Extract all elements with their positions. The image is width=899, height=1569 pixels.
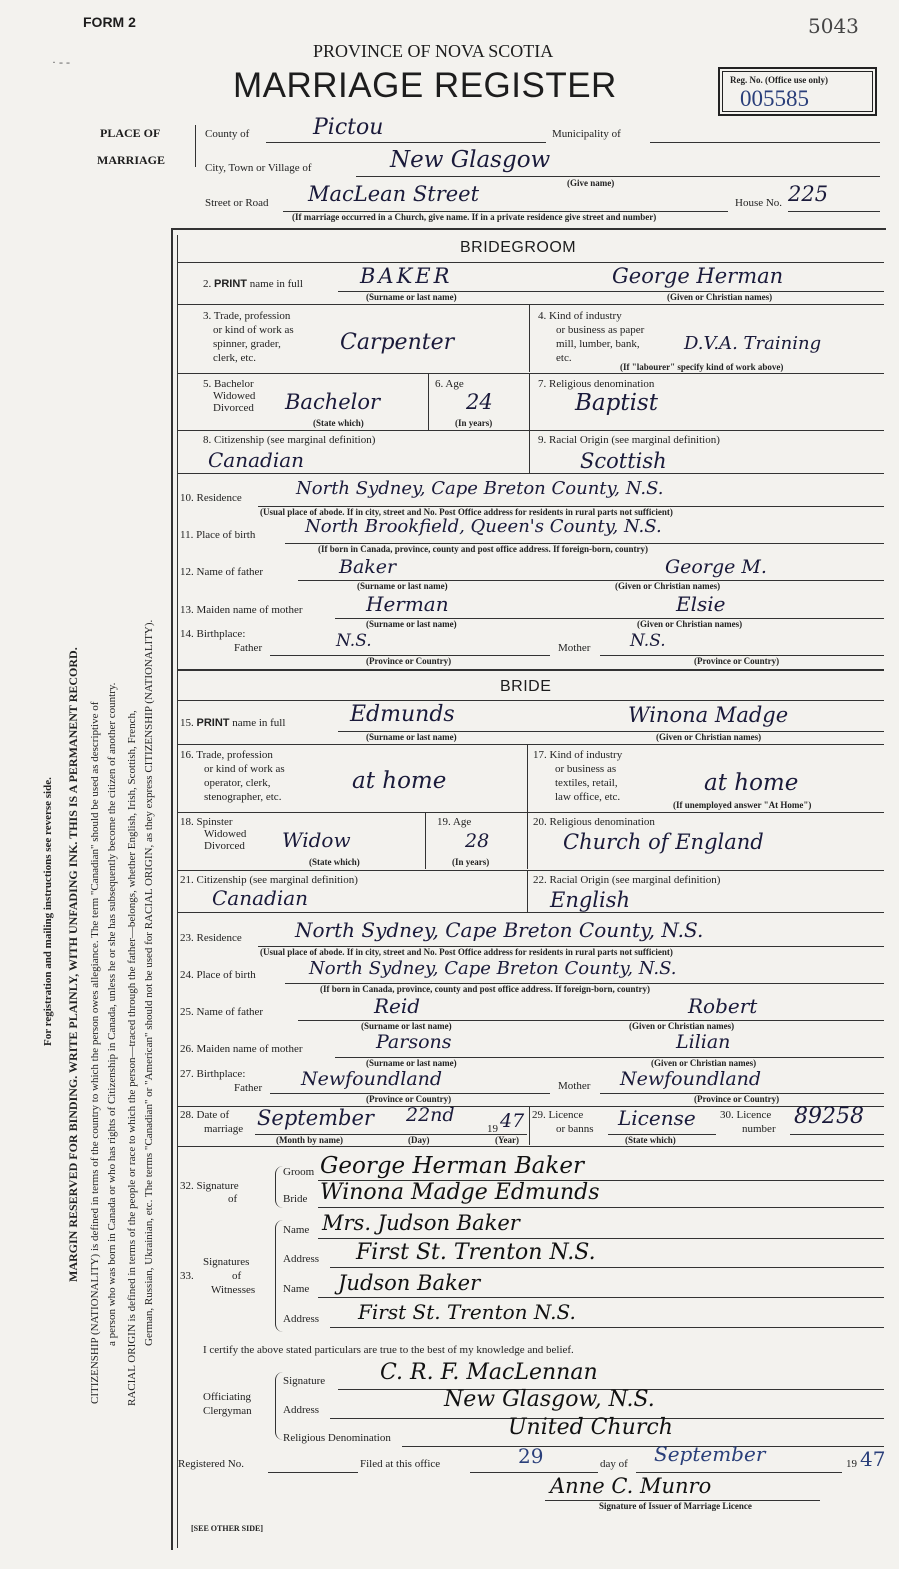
- give-name-hint: (Give name): [567, 178, 615, 188]
- bride-status: Widow: [282, 828, 351, 852]
- clergy-signature-label: Signature: [283, 1375, 326, 1387]
- filed-year: 47: [860, 1447, 886, 1471]
- groom-religion-label: 7. Religious denomination: [538, 378, 655, 390]
- witness1-name-line: [318, 1238, 884, 1239]
- bride-name-print: PRINT: [196, 717, 230, 729]
- witness2-address: First St. Trenton N.S.: [358, 1300, 576, 1324]
- groom-bp-label-1: 14. Birthplace:: [180, 628, 246, 640]
- groom-name-label: [203, 278, 303, 290]
- witness2-address-label: Address: [283, 1313, 320, 1325]
- witness-label-2: 33.: [180, 1270, 194, 1282]
- groom-age: 24: [466, 390, 493, 414]
- bride-status-label: [180, 816, 246, 852]
- groom-industry-hint: (If "labourer" specify kind of work above): [620, 362, 784, 372]
- groom-mother-label: 13. Maiden name of mother: [180, 604, 303, 616]
- margin-line-3: CITIZENSHIP (NATIONALITY) is defined in terms of the country to which the person owes allegiance. The term "Canadian" should be used as descriptive of: [89, 701, 101, 1404]
- groom-sig-label: Groom: [283, 1166, 315, 1178]
- bride-divider-16-17: [527, 745, 528, 812]
- registered-label: Registered No.: [178, 1458, 244, 1470]
- town-line: [356, 176, 880, 177]
- marriage-year-prefix: 19: [487, 1123, 498, 1135]
- groom-father-surname: Baker: [339, 556, 397, 578]
- month-hint: (Month by name): [276, 1135, 343, 1145]
- licence-number-label-1: 30. Licence: [720, 1109, 772, 1121]
- bride-residence-hint: (Usual place of abode. If in city, street and No. Post Office address for residents in rural parts not sufficient): [260, 947, 673, 957]
- bride-name-num: 15.: [180, 717, 194, 729]
- bride-industry-hint: (If unemployed answer "At Home"): [673, 800, 812, 810]
- witness2-address-line: [330, 1327, 884, 1328]
- witness1-address-line: [330, 1267, 884, 1268]
- bride-citizen: Canadian: [212, 886, 309, 910]
- bride-bp-mother-hint: (Province or Country): [694, 1094, 780, 1104]
- house-value: 225: [788, 182, 829, 206]
- bride-industry-label-2: or business as: [555, 763, 617, 775]
- bride-father-given-hint: (Given or Christian names): [629, 1021, 735, 1031]
- groom-residence: North Sydney, Cape Breton County, N.S.: [296, 478, 664, 499]
- witness1-name: Mrs. Judson Baker: [322, 1211, 520, 1235]
- county-value: Pictou: [313, 115, 384, 140]
- year-hint: (Year): [495, 1135, 519, 1145]
- street-value: MacLean Street: [308, 182, 480, 206]
- reg-number: 005585: [740, 86, 809, 111]
- filed-month-line: [636, 1472, 842, 1473]
- groom-citizen: Canadian: [208, 448, 305, 472]
- bride-divider-21-22: [527, 871, 528, 912]
- witness1-address-label: Address: [283, 1253, 320, 1265]
- bride-mother-surname-hint: (Surname or last name): [366, 1058, 457, 1068]
- bride-racial-label: 22. Racial Origin (see marginal definition): [533, 874, 721, 886]
- bride-birth-label: 24. Place of birth: [180, 969, 256, 981]
- margin-line-4: a person who was born in Canada or who has rights of Citizenship in Canada, unless he or she has subsequently become the citizen of another country.: [106, 682, 118, 1346]
- groom-industry-label-3: mill, lumber, bank,: [556, 338, 640, 350]
- groom-status-label-3: Divorced: [213, 402, 254, 414]
- groom-surname: BAKER: [360, 264, 453, 288]
- bride-sig-label: Bride: [283, 1193, 308, 1205]
- day-hint: (Day): [408, 1135, 430, 1145]
- bride-name-label: [180, 717, 285, 729]
- bride-age-hint: (In years): [452, 857, 490, 867]
- bride-religion: Church of England: [563, 830, 764, 854]
- licence-number-line: [790, 1134, 884, 1135]
- groom-racial: Scottish: [580, 449, 667, 473]
- frame-inner-left: [177, 235, 178, 1548]
- bride-residence-label: 23. Residence: [180, 932, 242, 944]
- county-line: [266, 142, 546, 143]
- place-label-1: PLACE OF: [100, 126, 161, 140]
- bride-bp-father-hint: (Province or Country): [366, 1094, 452, 1104]
- witness2-name: Judson Baker: [338, 1271, 481, 1295]
- bride-divider-18-19: [425, 813, 426, 869]
- groom-status-label: [203, 378, 255, 414]
- groom-birth-hint: (If born in Canada, province, county and post office address. If foreign-born, country): [318, 544, 649, 554]
- marriage-year: 47: [500, 1110, 525, 1132]
- filed-year-prefix: 19: [846, 1458, 857, 1470]
- issuer-signature: Anne C. Munro: [550, 1474, 712, 1498]
- bride-mother-label: 26. Maiden name of mother: [180, 1043, 303, 1055]
- licence-label-1: 29. Licence: [532, 1109, 584, 1121]
- filed-label: Filed at this office: [360, 1458, 441, 1470]
- groom-father-given-hint: (Given or Christian names): [615, 581, 721, 591]
- groom-citizen-label: 8. Citizenship (see marginal definition): [203, 434, 376, 446]
- denomination-label: Religious Denomination: [283, 1432, 391, 1444]
- groom-surname-hint: (Surname or last name): [366, 292, 457, 302]
- witness2-name-line: [318, 1297, 884, 1298]
- groom-status: Bachelor: [285, 390, 381, 414]
- groom-divider-6-7: [529, 374, 530, 430]
- groom-heading-rule: [178, 262, 884, 263]
- bride-trade-label-1: 16. Trade, profession: [180, 749, 273, 761]
- bride-bp-label-1: 27. Birthplace:: [180, 1068, 246, 1080]
- bride-heading: BRIDE: [500, 678, 552, 695]
- groom-rule-5: [178, 473, 884, 474]
- witness-label-1: Signatures: [203, 1256, 250, 1268]
- filed-month: September: [654, 1442, 766, 1466]
- groom-divider-3-4: [529, 305, 530, 372]
- street-label: Street or Road: [205, 197, 269, 209]
- bride-name-rest: name in full: [232, 717, 286, 729]
- bride-birth: North Sydney, Cape Breton County, N.S.: [309, 958, 677, 979]
- groom-birth: North Brookfield, Queen's County, N.S.: [305, 516, 662, 537]
- groom-trade-label-3: spinner, grader,: [213, 338, 281, 350]
- bride-given-hint: (Given or Christian names): [656, 732, 762, 742]
- groom-father-given: George M.: [665, 556, 767, 578]
- record-number: 5043: [808, 14, 859, 38]
- bride-trade-label-2: or kind of work as: [204, 763, 285, 775]
- bride-status-label-2: Widowed: [204, 828, 247, 840]
- licence-number-label-2: number: [742, 1123, 776, 1135]
- municipality-line: [650, 142, 880, 143]
- bride-bp-father: Newfoundland: [301, 1068, 443, 1090]
- bride-mother-given: Lilian: [676, 1031, 731, 1053]
- date-label-2: marriage: [204, 1123, 244, 1135]
- bride-racial: English: [550, 888, 631, 912]
- groom-bp-father: N.S.: [336, 631, 372, 651]
- groom-industry-label-1: 4. Kind of industry: [538, 310, 622, 322]
- filed-day: 29: [518, 1444, 544, 1468]
- groom-father-surname-hint: (Surname or last name): [357, 581, 448, 591]
- house-label: House No.: [735, 197, 783, 209]
- margin-marks: · - -: [52, 55, 70, 69]
- bride-bp-mother: Newfoundland: [620, 1068, 762, 1090]
- groom-name-rest: name in full: [249, 278, 303, 290]
- groom-birth-label: 11. Place of birth: [180, 529, 256, 541]
- groom-name-num: 2.: [203, 278, 212, 290]
- bride-industry-label-3: textiles, retail,: [555, 777, 618, 789]
- issuer-label: Signature of Issuer of Marriage Licence: [599, 1501, 752, 1511]
- groom-divider-8-9: [529, 431, 530, 473]
- marriage-month: September: [257, 1106, 374, 1130]
- bride-trade-label: [180, 748, 285, 804]
- page-title: MARRIAGE REGISTER: [233, 66, 617, 105]
- bride-heading-rule: [178, 700, 884, 701]
- bride-status-hint: (State which): [309, 857, 360, 867]
- clergy-label-1: Officiating: [203, 1391, 252, 1403]
- bride-sig-line: [318, 1207, 884, 1208]
- groom-rule-3: [178, 373, 884, 374]
- clergy-address: New Glasgow, N.S.: [444, 1387, 655, 1412]
- municipality-label: Municipality of: [552, 128, 621, 140]
- groom-trade-label-4: clerk, etc.: [213, 352, 257, 364]
- certify-text: I certify the above stated particulars are true to the best of my knowledge and belief.: [203, 1344, 574, 1356]
- bride-industry-label: [533, 748, 622, 804]
- bride-status-label-1: 18. Spinster: [180, 816, 233, 828]
- groom-trade-label-2: or kind of work as: [213, 324, 294, 336]
- bride-birth-hint: (If born in Canada, province, county and post office address. If foreign-born, country): [320, 984, 651, 994]
- bride-residence: North Sydney, Cape Breton County, N.S.: [295, 918, 704, 942]
- groom-mother-given-hint: (Given or Christian names): [637, 619, 743, 629]
- day-of-label: day of: [600, 1458, 628, 1470]
- clergy-signature: C. R. F. MacLennan: [380, 1360, 598, 1385]
- licence-label-2: or banns: [556, 1123, 594, 1135]
- registered-line: [268, 1472, 358, 1473]
- bride-signature: Winona Madge Edmunds: [320, 1180, 600, 1205]
- groom-industry-label-2: or business as paper: [556, 324, 645, 336]
- house-line: [788, 211, 880, 212]
- place-bracket: [195, 125, 196, 167]
- bride-industry-label-1: 17. Kind of industry: [533, 749, 623, 761]
- groom-end-rule: [178, 669, 884, 671]
- licence-hint: (State which): [625, 1135, 676, 1145]
- bride-religion-label: 20. Religious denomination: [533, 816, 655, 828]
- marriage-day: 22nd: [406, 1104, 455, 1126]
- bride-rule-2: [178, 744, 884, 745]
- bride-age-label: 19. Age: [437, 816, 472, 828]
- bride-status-label-3: Divorced: [204, 840, 245, 852]
- bride-father-surname-hint: (Surname or last name): [361, 1021, 452, 1031]
- form-number: FORM 2: [83, 14, 136, 30]
- groom-name-print: PRINT: [214, 278, 247, 290]
- licence-number: 89258: [794, 1104, 864, 1129]
- margin-line-1: For registration and mailing instructions see reverse side.: [42, 777, 54, 1046]
- groom-bp-mother: N.S.: [630, 631, 666, 651]
- sig-label-2: of: [228, 1193, 238, 1205]
- bride-trade-label-4: stenographer, etc.: [204, 791, 282, 803]
- bride-surname-hint: (Surname or last name): [366, 732, 457, 742]
- groom-father-label: 12. Name of father: [180, 566, 264, 578]
- groom-racial-label: 9. Racial Origin (see marginal definition): [538, 434, 720, 446]
- bride-bp-mother-label: Mother: [558, 1080, 591, 1092]
- clergy-denomination: United Church: [508, 1415, 673, 1440]
- bride-father-surname: Reid: [374, 994, 421, 1018]
- province-title: PROVINCE OF NOVA SCOTIA: [313, 41, 554, 61]
- groom-age-label: 6. Age: [435, 378, 464, 390]
- reg-number-box: [718, 67, 877, 116]
- date-licence-divider: [529, 1107, 530, 1145]
- groom-bp-mother-label: Mother: [558, 642, 591, 654]
- bride-surname: Edmunds: [350, 702, 455, 727]
- witness-label-4: Witnesses: [211, 1284, 256, 1296]
- groom-trade-label-1: 3. Trade, profession: [203, 310, 291, 322]
- groom-rule-2: [178, 304, 884, 305]
- bride-bp-label-2: Father: [234, 1082, 263, 1094]
- bride-trade-label-3: operator, clerk,: [204, 777, 271, 789]
- clergy-label-2: Clergyman: [203, 1405, 252, 1417]
- place-note: (If marriage occurred in a Church, give name. If in a private residence give street and number): [292, 212, 657, 222]
- groom-bp-mother-hint: (Province or Country): [694, 656, 780, 666]
- denomination-line: [402, 1446, 884, 1447]
- bride-age: 28: [465, 830, 490, 852]
- groom-status-label-1: 5. Bachelor: [203, 378, 254, 390]
- bride-mother-given-hint: (Given or Christian names): [651, 1058, 757, 1068]
- groom-bp-label-2: Father: [234, 642, 263, 654]
- bride-rule-4: [178, 870, 884, 871]
- bride-father-given: Robert: [688, 994, 758, 1018]
- bride-given: Winona Madge: [628, 703, 789, 727]
- groom-given-hint: (Given or Christian names): [667, 292, 773, 302]
- groom-signature: George Herman Baker: [320, 1153, 584, 1179]
- witness-label-3: of: [232, 1270, 242, 1282]
- groom-status-label-2: Widowed: [213, 390, 256, 402]
- licence-type: License: [618, 1106, 696, 1130]
- bride-industry-label-4: law office, etc.: [555, 791, 621, 803]
- groom-industry-label-4: etc.: [556, 352, 572, 364]
- marriage-end-rule: [178, 1146, 884, 1147]
- county-label: County of: [205, 128, 250, 140]
- bride-mother-surname: Parsons: [376, 1031, 452, 1053]
- groom-age-hint: (In years): [455, 418, 493, 428]
- reg-label: Reg. No. (Office use only): [730, 75, 828, 85]
- groom-residence-label: 10. Residence: [180, 492, 242, 504]
- groom-divider-5-6: [428, 374, 429, 430]
- clergy-address-label: Address: [283, 1404, 320, 1416]
- sig-label-1: 32. Signature: [180, 1180, 239, 1192]
- bride-citizen-label: 21. Citizenship (see marginal definition): [180, 874, 358, 886]
- groom-religion: Baptist: [575, 390, 658, 416]
- bride-rule-3: [178, 812, 884, 813]
- filed-day-line: [470, 1472, 598, 1473]
- groom-mother-surname-hint: (Surname or last name): [366, 619, 457, 629]
- date-label-1: 28. Date of: [180, 1109, 230, 1121]
- margin-line-5: RACIAL ORIGIN is defined in terms of the people or race to which the person—traced through the father—belongs, whether English, Irish, Scottish, French,: [126, 710, 138, 1406]
- witness1-name-label: Name: [283, 1224, 310, 1236]
- groom-bp-father-hint: (Province or Country): [366, 656, 452, 666]
- bridegroom-heading: BRIDEGROOM: [460, 239, 577, 256]
- witness1-address: First St. Trenton N.S.: [356, 1240, 596, 1265]
- groom-status-hint: (State which): [313, 418, 364, 428]
- witness2-name-label: Name: [283, 1283, 310, 1295]
- see-other-side: [SEE OTHER SIDE]: [191, 1524, 264, 1533]
- groom-residence-hint: (Usual place of abode. If in city, street and No. Post Office address for residents in rural parts not sufficient): [260, 507, 673, 517]
- groom-rule-4: [178, 430, 884, 431]
- groom-mother-surname: Herman: [366, 592, 449, 616]
- bride-father-label: 25. Name of father: [180, 1006, 264, 1018]
- bride-industry: at home: [704, 770, 799, 796]
- groom-trade-label: [203, 309, 294, 365]
- bride-trade: at home: [352, 768, 447, 794]
- margin-line-2: MARGIN RESERVED FOR BINDING. WRITE PLAINLY, WITH UNFADING INK. THIS IS A PERMANENT RECORD.: [66, 647, 80, 1282]
- town-label: City, Town or Village of: [205, 162, 312, 174]
- groom-industry: D.V.A. Training: [684, 333, 822, 354]
- groom-given: George Herman: [612, 264, 784, 288]
- bride-rule-5: [178, 912, 884, 913]
- town-value: New Glasgow: [390, 147, 551, 173]
- groom-trade: Carpenter: [340, 330, 455, 355]
- place-label-2: MARRIAGE: [97, 153, 165, 167]
- groom-mother-given: Elsie: [676, 592, 726, 616]
- groom-industry-label: [538, 309, 644, 365]
- bride-divider-19-20: [527, 813, 528, 869]
- margin-line-6: German, Russian, Ukrainian, etc. The terms "Canadian" or "American" should not be used for RACIAL ORIGIN, as they express CITIZENSHIP (NATIONALITY).: [143, 619, 155, 1346]
